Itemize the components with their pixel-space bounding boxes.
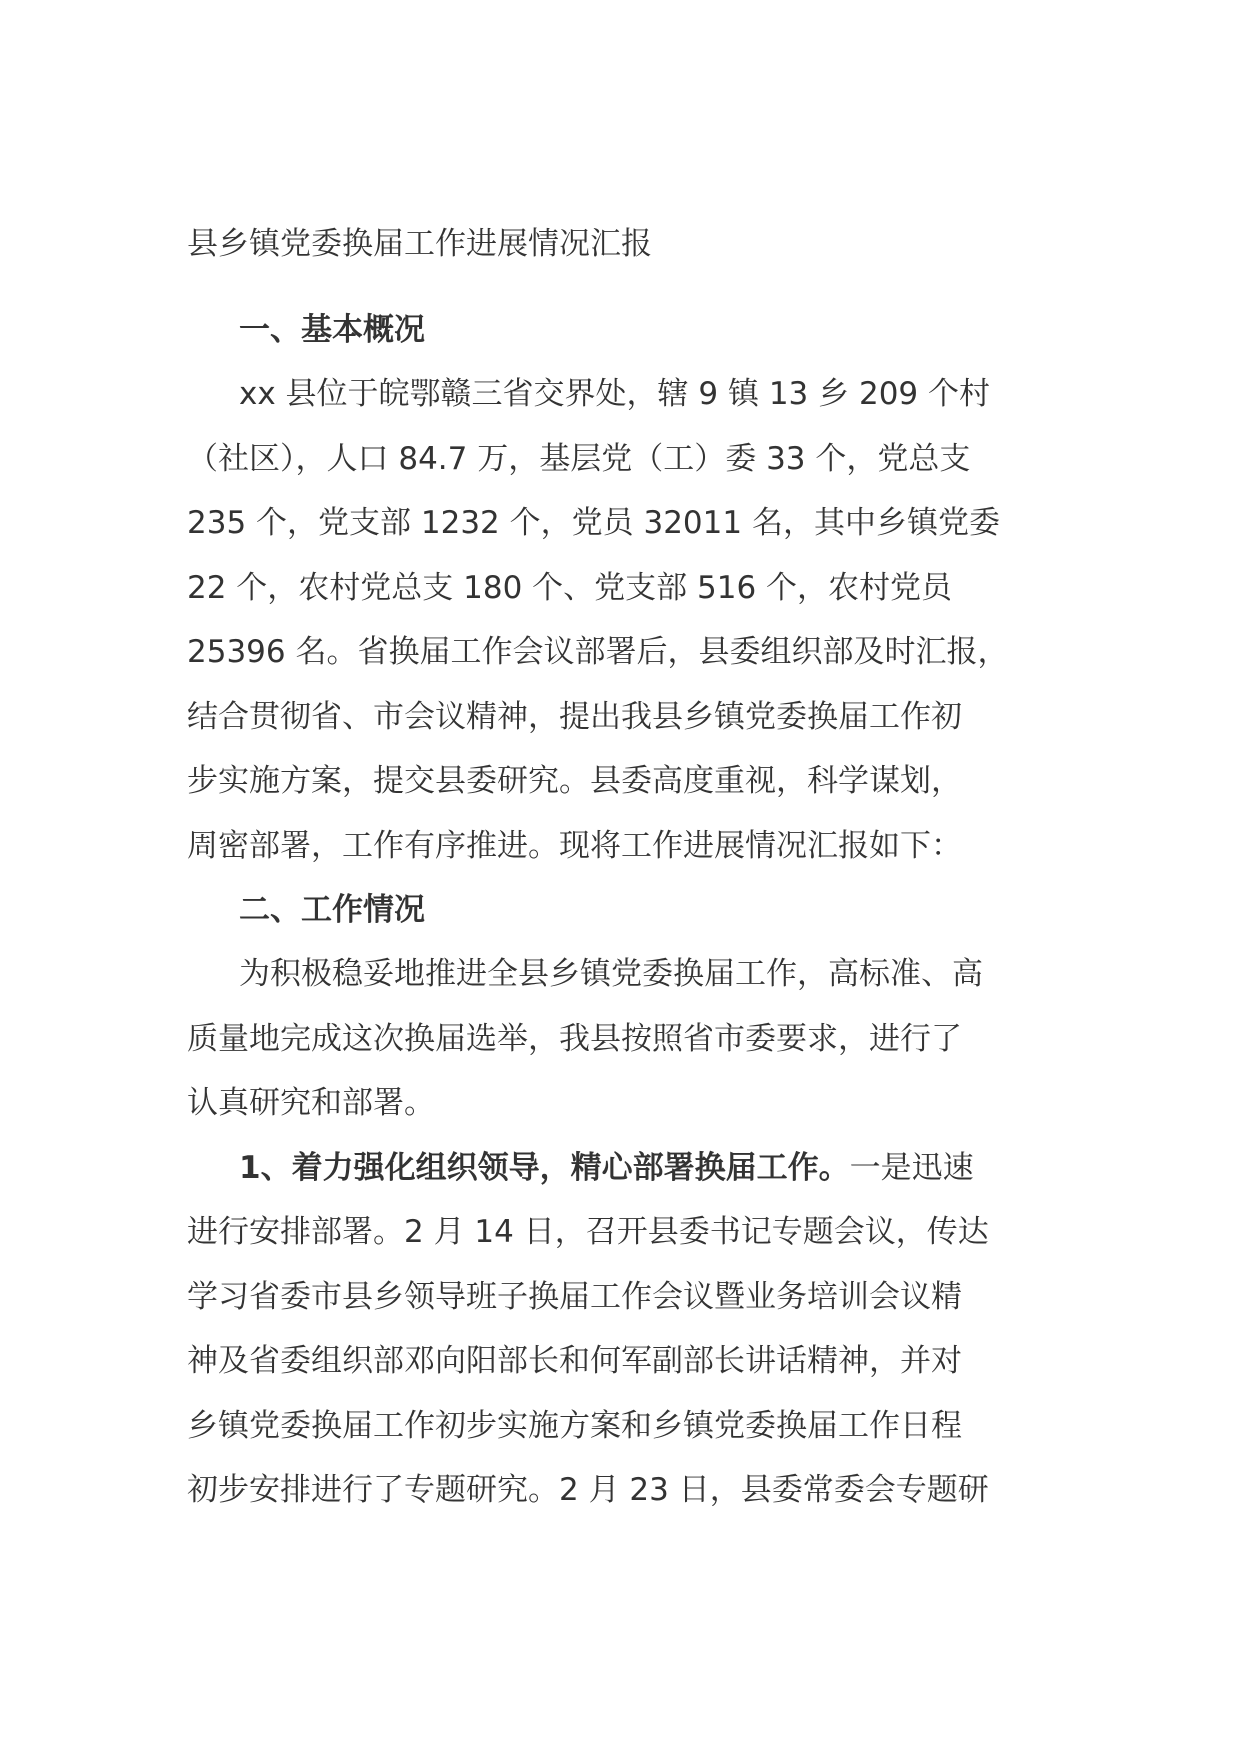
section-heading-work-status: 二、工作情况 bbox=[239, 892, 425, 928]
paragraph-basic-overview bbox=[187, 362, 1057, 878]
paragraph-line: 235 个，党支部 1232 个，党员 32011 名，其中乡镇党委 bbox=[187, 505, 1000, 541]
paragraph-line: 步实施方案，提交县委研究。县委高度重视，科学谋划， bbox=[187, 763, 962, 799]
paragraph-line bbox=[187, 1136, 1057, 1201]
document-title: 县乡镇党委换届工作进展情况汇报 bbox=[187, 226, 652, 262]
paragraph-line: 结合贯彻省、市会议精神，提出我县乡镇党委换届工作初 bbox=[187, 698, 962, 735]
paragraph-line: xx 县位于皖鄂赣三省交界处，辖 9 镇 13 乡 209 个村 bbox=[239, 376, 991, 412]
item-1-first-line-rest: 一是迅速 bbox=[849, 1149, 974, 1186]
section-heading-basic-overview: 一、基本概况 bbox=[239, 312, 425, 348]
paragraph-line: 质量地完成这次换届选举，我县按照省市委要求，进行了 bbox=[187, 1020, 962, 1057]
paragraph-line: 初步安排进行了专题研究。2 月 23 日，县委常委会专题研 bbox=[187, 1472, 989, 1508]
paragraph-line: 22 个，农村党总支 180 个、党支部 516 个，农村党员 bbox=[187, 569, 953, 606]
document-body bbox=[187, 222, 1057, 1523]
paragraph-line: 神及省委组织部邓向阳部长和何军副部长讲话精神，并对 bbox=[187, 1343, 962, 1379]
paragraph-line: 25396 名。省换届工作会议部署后，县委组织部及时汇报， bbox=[187, 634, 1009, 670]
paragraph-line: 认真研究和部署。 bbox=[187, 1085, 435, 1121]
paragraph-line: （社区），人口 84.7 万，基层党（工）委 33 个，党总支 bbox=[187, 440, 971, 477]
paragraph-line: 进行安排部署。2 月 14 日，召开县委书记专题会议，传达 bbox=[187, 1214, 989, 1250]
paragraph-line: 学习省委市县乡领导班子换届工作会议暨业务培训会议精 bbox=[187, 1278, 962, 1315]
paragraph-line: 乡镇党委换届工作初步实施方案和乡镇党委换届工作日程 bbox=[187, 1407, 962, 1444]
paragraph-line: 周密部署，工作有序推进。现将工作进展情况汇报如下： bbox=[187, 827, 962, 864]
paragraph-item-1 bbox=[187, 1136, 1057, 1523]
item-1-lead: 1、着力强化组织领导，精心部署换届工作。 bbox=[239, 1149, 850, 1186]
paragraph-work-intro bbox=[187, 942, 1057, 1136]
paragraph-line: 为积极稳妥地推进全县乡镇党委换届工作，高标准、高 bbox=[239, 956, 983, 992]
